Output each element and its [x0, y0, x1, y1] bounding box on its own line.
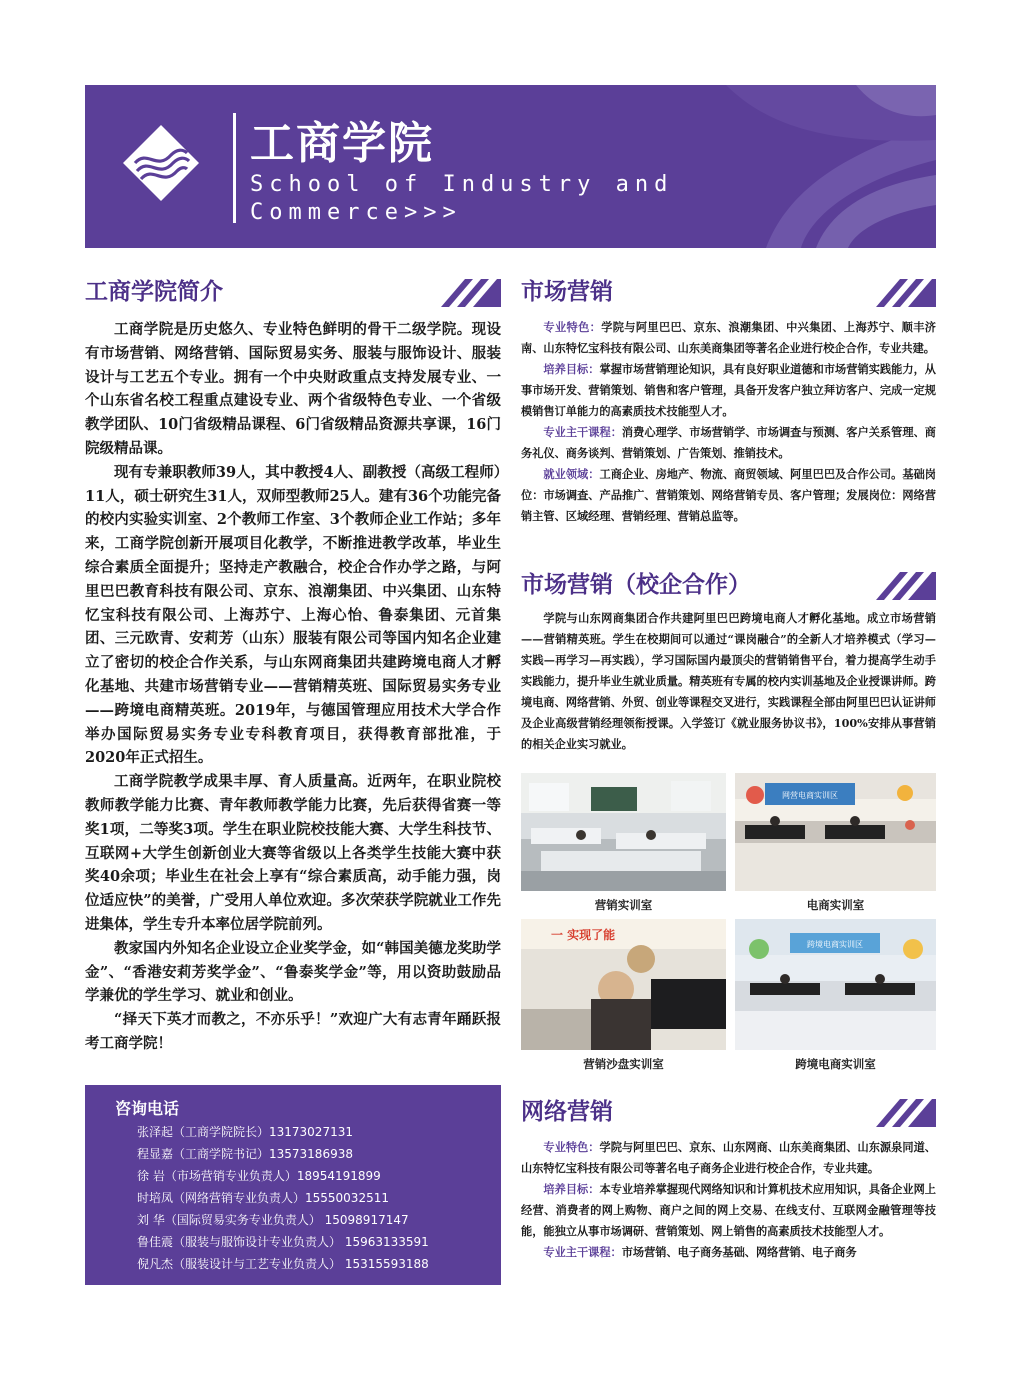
- item-text: 学院与阿里巴巴、京东、山东网商、山东美商集团、山东源泉同道、山东特忆宝科技有限公司等著名电子商务企业进行校企合作，专业共建。: [521, 1140, 936, 1175]
- coop-paragraph: 学院与山东网商集团合作共建阿里巴巴跨境电商人才孵化基地。成立市场营销——营销精英班。学生在校期间可以通过“课岗融合”的全新人才培养模式（学习—实践—再学习—再实践），学习国际国内最顶尖的营销销售平台，着力提高学生动手实践能力，提升毕业生就业质量。精英班有专属的校内实训基地及企业授课讲师。跨境电商、网络营销、外贸、创业等课程交叉进行，实践课程全部由阿里巴巴认证讲师及企业高级营销经理领衔授课。入学签订《就业服务协议书》，100%安排从事营销的相关企业实习就业。: [521, 611, 936, 751]
- marketing-item: [521, 422, 936, 464]
- marketing-body: [521, 317, 936, 527]
- page-title: 工商学院: [250, 118, 434, 169]
- page-subtitle-en: School of Industry and Commerce>>>: [250, 172, 674, 225]
- contact-title: 咨询电话: [115, 1099, 180, 1118]
- contact-row: 张泽起（工商学院院长）13173027131: [137, 1125, 353, 1139]
- banner-divider: [233, 113, 236, 223]
- item-text: 消费心理学、市场营销学、市场调查与预测、客户关系管理、商务礼仪、商务谈判、营销策划、广告策划、推销技术。: [521, 425, 936, 460]
- contact-row: 鲁佳震（服装与服饰设计专业负责人） 15963133591: [137, 1235, 429, 1249]
- network-item: [521, 1137, 936, 1179]
- network-body: [521, 1137, 936, 1263]
- header-banner: [85, 85, 936, 248]
- item-text: 市场营销、电子商务基础、网络营销、电子商务: [621, 1245, 857, 1259]
- network-item: [521, 1242, 936, 1263]
- photo-caption: 营销沙盘实训室: [583, 1057, 664, 1071]
- intro-heading-label: 工商学院简介: [85, 279, 223, 305]
- marketing-item: [521, 464, 936, 527]
- intro-heading: [85, 273, 501, 307]
- photo-marketing-lab: [521, 773, 726, 891]
- network-heading-label: 网络营销: [521, 1099, 613, 1125]
- coop-heading: [521, 566, 936, 600]
- contact-row: 时培凤（网络营销专业负责人）15550032511: [137, 1191, 389, 1205]
- marketing-item: [521, 359, 936, 422]
- lab-sign-text: 网营电商实训区: [782, 791, 838, 800]
- network-item: [521, 1179, 936, 1242]
- item-key: 专业主干课程：: [543, 1245, 622, 1259]
- item-text: 工商企业、房地产、物流、商贸领域、阿里巴巴及合作公司。基础岗位：市场调查、产品推广、营销策划、网络营销专员、客户管理；发展岗位：网络营销主管、区域经理、营销经理、营销总监等。: [521, 467, 936, 523]
- coop-heading-label: 市场营销（校企合作）: [521, 572, 751, 598]
- item-key: 培养目标：: [543, 1182, 600, 1196]
- intro-paragraph: 工商学院是历史悠久、专业特色鲜明的骨干二级学院。现设有市场营销、网络营销、国际贸易实务、服装与服饰设计、服装设计与工艺五个专业。拥有一个中央财政重点支持发展专业、一个山东省名校工程重点建设专业、两个省级特色专业、一个省级教学团队、10门省级精品课程、6门省级精品资源共享课，16门院级精品课。: [85, 321, 501, 457]
- item-text: 掌握市场营销理论知识，具有良好职业道德和市场营销实践能力，从事市场开发、营销策划、销售和客户管理，具备开发客户独立拜访客户、完成一定规模销售订单能力的高素质技术技能型人才。: [521, 362, 936, 418]
- intro-body: [85, 318, 501, 1056]
- contact-row: 徐 岩（市场营销专业负责人）18954191899: [137, 1169, 381, 1183]
- photo-caption: 营销实训室: [594, 898, 653, 912]
- photo-slogan-text: 一 实现了能: [551, 928, 616, 942]
- item-key: 培养目标：: [543, 362, 600, 376]
- item-text: 本专业培养掌握现代网络知识和计算机技术应用知识，具备企业网上经营、消费者的网上购物、商户之间的网上交易、在线支付、互联网金融管理等技能，能独立从事市场调研、营销策划、网上销售的高素质技术技能型人才。: [521, 1182, 936, 1238]
- marketing-heading: [521, 273, 936, 307]
- contact-row: 倪凡杰（服装设计与工艺专业负责人） 15315593188: [137, 1257, 429, 1271]
- heading-slash-decoration: [421, 273, 501, 307]
- heading-slash-decoration: [856, 1093, 936, 1127]
- item-key: 专业主干课程：: [543, 425, 622, 439]
- coop-body: [521, 608, 936, 755]
- decorative-stripes: [706, 85, 936, 248]
- heading-slash-decoration: [856, 273, 936, 307]
- photo-crossborder-lab: [735, 919, 936, 1050]
- network-heading: [521, 1093, 936, 1127]
- item-key: 就业领域：: [543, 467, 600, 481]
- school-logo-icon: [121, 123, 201, 203]
- lab-sign-text: 跨境电商实训区: [807, 940, 863, 949]
- heading-slash-decoration: [856, 566, 936, 600]
- photo-ecommerce-lab: [735, 773, 936, 891]
- photo-caption: 电商实训室: [806, 898, 865, 912]
- item-text: 学院与阿里巴巴、京东、浪潮集团、中兴集团、上海苏宁、顺丰济南、山东特忆宝科技有限公司、山东美商集团等著名企业进行校企合作，专业共建。: [521, 320, 936, 355]
- marketing-heading-label: 市场营销: [521, 279, 613, 305]
- item-key: 专业特色：: [543, 320, 602, 334]
- intro-paragraph: 现有专兼职教师39人，其中教授4人、副教授（高级工程师）11人，硕士研究生31人，双师型教师25人。建有36个功能完备的校内实验实训室、2个教师工作室、3个教师企业工作站；多年来，工商学院创新开展项目化教学，不断推进教学改革，毕业生综合素质全面提升；坚持走产教融合，校企合作办学之路，与阿里巴巴教育科技有限公司、京东、浪潮集团、中兴集团、山东特忆宝科技有限公司、上海苏宁、上海心怡、鲁泰集团、元首集团、三元欧青、安莉芳（山东）服装有限公司等国内知名企业建立了密切的校企合作关系，与山东网商集团共建跨境电商人才孵化基地、共建市场营销专业——营销精英班、国际贸易实务专业——跨境电商精英班。2019年，与德国管理应用技术大学合作举办国际贸易实务专业专科教育项目，获得教育部批准，于2020年正式招生。: [85, 463, 501, 767]
- contact-row: 程显嘉（工商学院书记）13573186938: [137, 1147, 353, 1161]
- contact-box: [85, 1085, 501, 1285]
- marketing-item: [521, 317, 936, 359]
- intro-paragraph: 工商学院教学成果丰厚、育人质量高。近两年，在职业院校教师教学能力比赛、青年教师教学能力比赛，先后获得省赛一等奖1项，二等奖3项。学生在职业院校技能大赛、大学生科技节、互联网+大学生创新创业大赛等省级以上各类学生技能大赛中获奖40余项；毕业生在社会上享有“综合素质高，动手能力强，岗位适应快”的美誉，广受用人单位欢迎。多次荣获学院就业工作先进集体，学生专升本率位居学院前列。: [85, 773, 501, 933]
- contact-row: 刘 华（国际贸易实务专业负责人） 15098917147: [137, 1213, 409, 1227]
- item-key: 专业特色：: [543, 1140, 600, 1154]
- photo-caption: 跨境电商实训室: [795, 1057, 876, 1071]
- intro-paragraph: “择天下英才而教之，不亦乐乎！”欢迎广大有志青年踊跃报考工商学院！: [85, 1011, 501, 1052]
- intro-paragraph: 教家国内外知名企业设立企业奖学金，如“韩国美德龙奖助学金”、“香港安莉芳奖学金”、“鲁泰奖学金”等，用以资助鼓励品学兼优的学生学习、就业和创业。: [85, 939, 501, 1005]
- photo-sandtable-lab: [521, 919, 726, 1050]
